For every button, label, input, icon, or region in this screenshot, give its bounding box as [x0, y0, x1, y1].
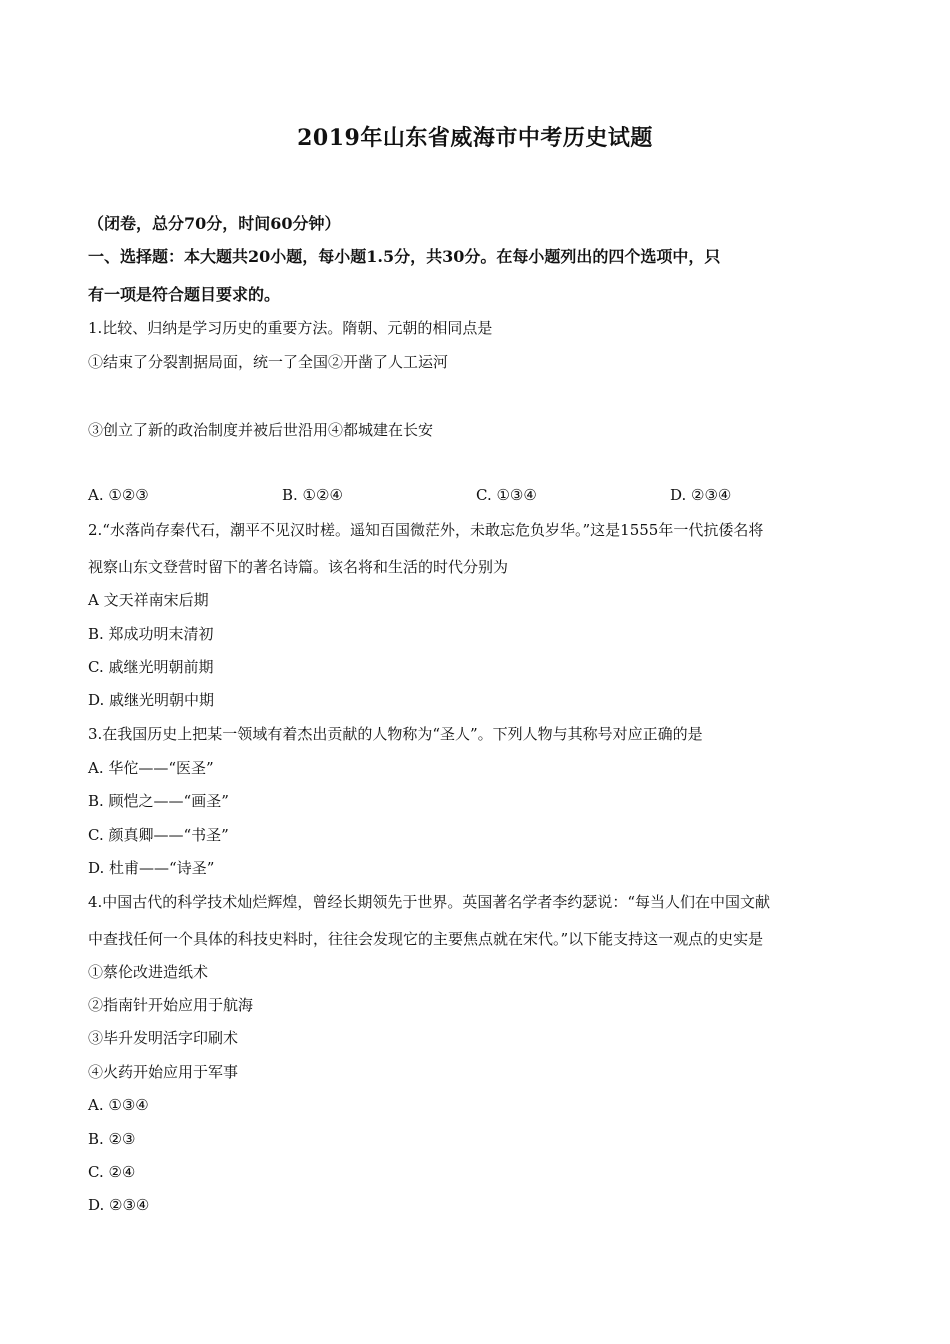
question-4-statement-1: ①蔡伦改进造纸术: [88, 963, 209, 981]
question-2-option-d[interactable]: D. 戚继光明朝中期: [88, 691, 215, 709]
section-instructions-line2: 有一项是符合题目要求的。: [88, 285, 281, 304]
question-1-option-a[interactable]: A. ①②③: [88, 486, 149, 504]
question-2-stem-line2: 视察山东文登营时留下的著名诗篇。该名将和生活的时代分别为: [88, 558, 509, 576]
question-3-stem: 3.在我国历史上把某一领域有着杰出贡献的人物称为“圣人”。下列人物与其称号对应正确的是: [88, 725, 703, 743]
exam-info: （闭卷，总分70分，时间60分钟）: [88, 214, 341, 233]
question-3-option-a[interactable]: A. 华佗——“医圣”: [88, 759, 214, 777]
question-1-option-b[interactable]: B. ①②④: [282, 486, 343, 504]
question-1-stem: 1.比较、归纳是学习历史的重要方法。隋朝、元朝的相同点是: [88, 319, 493, 337]
question-4-option-a[interactable]: A. ①③④: [88, 1096, 149, 1114]
question-2-option-a[interactable]: A 文天祥南宋后期: [88, 591, 209, 609]
question-4-stem-line1: 4.中国古代的科学技术灿烂辉煌，曾经长期领先于世界。英国著名学者李约瑟说：“每当人们在中国文献: [88, 893, 770, 911]
question-2-option-b[interactable]: B. 郑成功明末清初: [88, 625, 214, 643]
question-2-stem-line1: 2.“水落尚存秦代石，潮平不见汉时槎。遥知百国微茫外，未敢忘危负岁华。”这是1555年一代抗倭名将: [88, 521, 764, 539]
question-3-option-c[interactable]: C. 颜真卿——“书圣”: [88, 826, 229, 844]
question-3-option-b[interactable]: B. 顾恺之——“画圣”: [88, 792, 229, 810]
question-1-statement-a: ①结束了分裂割据局面，统一了全国②开凿了人工运河: [88, 353, 449, 371]
question-4-option-b[interactable]: B. ②③: [88, 1130, 136, 1148]
question-1-option-c[interactable]: C. ①③④: [476, 486, 537, 504]
question-4-statement-4: ④火药开始应用于军事: [88, 1063, 239, 1081]
question-4-statement-2: ②指南针开始应用于航海: [88, 996, 254, 1014]
question-4-option-d[interactable]: D. ②③④: [88, 1196, 150, 1214]
question-3-option-d[interactable]: D. 杜甫——“诗圣”: [88, 859, 215, 877]
question-4-option-c[interactable]: C. ②④: [88, 1163, 136, 1181]
section-instructions-line1: 一、选择题：本大题共20小题，每小题1.5分，共30分。在每小题列出的四个选项中，只: [88, 247, 721, 266]
question-4-statement-3: ③毕升发明活字印刷术: [88, 1029, 239, 1047]
question-1-option-d[interactable]: D. ②③④: [670, 486, 732, 504]
question-1-statement-b: ③创立了新的政治制度并被后世沿用④都城建在长安: [88, 421, 434, 439]
question-4-stem-line2: 中查找任何一个具体的科技史料时，往往会发现它的主要焦点就在宋代。”以下能支持这一观点的史实是: [88, 930, 764, 948]
page-title: 2019年山东省威海市中考历史试题: [297, 125, 653, 151]
question-2-option-c[interactable]: C. 戚继光明朝前期: [88, 658, 214, 676]
